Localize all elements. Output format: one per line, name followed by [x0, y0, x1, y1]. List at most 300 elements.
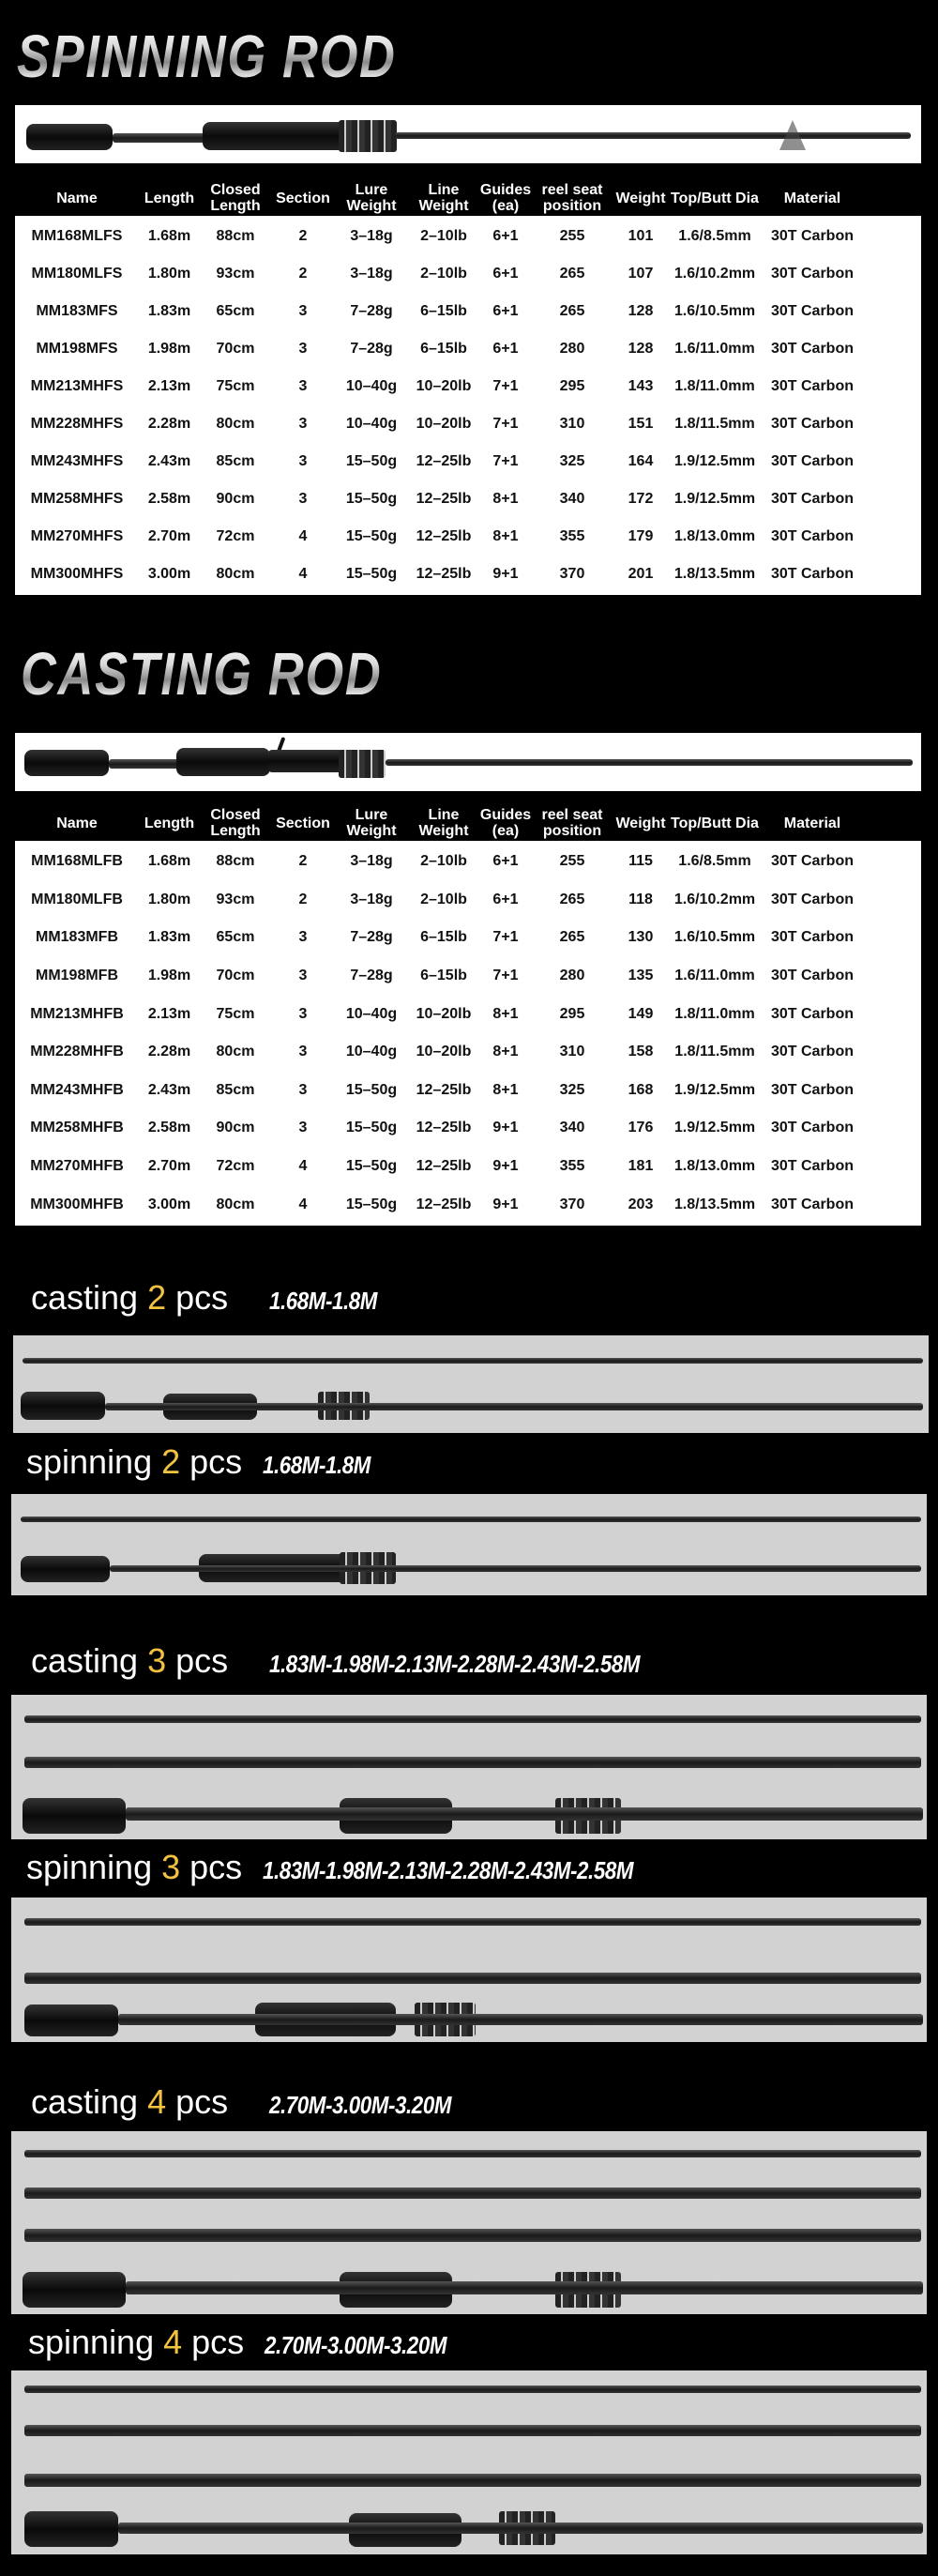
table-cell: 2.70m	[147, 528, 191, 544]
rod-tip-section	[23, 1358, 923, 1364]
table-cell: MM300MHFB	[30, 1196, 124, 1212]
table-cell: 7+1	[492, 929, 519, 946]
table-cell: 93cm	[216, 891, 255, 907]
table-cell: 12–25lb	[416, 491, 472, 507]
casting-2pcs-photo	[13, 1335, 929, 1433]
table-cell: 85cm	[216, 1081, 255, 1098]
length-range: 1.68M-1.8M	[263, 1451, 371, 1479]
table-cell: 2.13m	[147, 378, 191, 394]
table-cell: 1.98m	[147, 968, 191, 984]
table-cell: 1.6/10.5mm	[673, 929, 756, 946]
length-range: 1.83M-1.98M-2.13M-2.28M-2.43M-2.58M	[269, 1650, 641, 1678]
reel-seat	[339, 750, 386, 778]
rod-type: spinning	[28, 2323, 155, 2361]
table-cell: 340	[559, 491, 585, 507]
table-cell: MM270MHFS	[30, 528, 124, 544]
table-cell: 75cm	[216, 1005, 255, 1022]
table-cell: 12–25lb	[416, 1158, 472, 1175]
table-cell: 3.00m	[147, 566, 191, 582]
pcs-section-title	[31, 1278, 395, 1317]
table-cell: 15–50g	[345, 1158, 398, 1175]
table-cell: MM198MFB	[35, 968, 118, 984]
table-cell: 1.8/11.0mm	[674, 1005, 755, 1022]
table-cell: 30T Carbon	[770, 1044, 854, 1060]
table-cell: 130	[628, 929, 654, 946]
table-cell: MM300MHFS	[30, 566, 124, 582]
table-cell: 310	[559, 1044, 585, 1060]
table-cell: 6–15lb	[420, 929, 467, 946]
table-cell: 355	[559, 528, 585, 544]
table-cell: 370	[559, 566, 585, 582]
casting-rod-photo	[15, 733, 921, 791]
table-cell: 2.43m	[147, 453, 191, 469]
table-cell: 88cm	[216, 228, 255, 244]
table-cell: 1.9/12.5mm	[673, 453, 756, 469]
table-cell: 7–28g	[350, 968, 393, 984]
table-cell: 179	[628, 528, 654, 544]
table-cell: 2–10lb	[420, 853, 467, 870]
table-cell: 181	[628, 1158, 654, 1175]
header-lure-weight: Lure Weight	[346, 182, 397, 214]
header-length: Length	[144, 190, 195, 206]
table-cell: 70cm	[216, 341, 255, 357]
table-cell: 3	[298, 929, 308, 946]
table-cell: 75cm	[216, 378, 255, 394]
table-cell: 3	[298, 1081, 308, 1098]
table-cell: MM228MHFB	[30, 1044, 124, 1060]
table-cell: 2–10lb	[420, 266, 467, 282]
header-reel-seat-position: reel seat position	[541, 807, 603, 839]
rod-butt-section	[126, 1807, 923, 1821]
table-cell: 7+1	[492, 416, 519, 432]
header-closed-length: Closed Length	[210, 182, 261, 214]
rod-type: spinning	[26, 1442, 153, 1481]
table-cell: 6+1	[492, 266, 519, 282]
table-cell: MM243MHFS	[30, 453, 124, 469]
table-row	[15, 843, 921, 881]
length-range: 1.68M-1.8M	[269, 1287, 378, 1315]
table-cell: 4	[298, 1196, 308, 1212]
table-cell: 1.9/12.5mm	[673, 1120, 756, 1136]
rod-section-3	[24, 2229, 921, 2242]
table-cell: 30T Carbon	[770, 1005, 854, 1022]
table-cell: 6+1	[492, 228, 519, 244]
piece-count: 3	[161, 1848, 181, 1886]
table-cell: MM180MLFS	[31, 266, 123, 282]
table-row	[15, 1148, 921, 1186]
table-row	[15, 995, 921, 1033]
table-cell: 30T Carbon	[770, 891, 854, 907]
table-cell: 10–40g	[345, 416, 398, 432]
piece-count: 4	[147, 2082, 167, 2121]
rod-blank	[386, 759, 913, 766]
header-guides: Guides (ea)	[479, 182, 532, 214]
table-cell: 1.68m	[147, 228, 191, 244]
table-cell: 101	[628, 228, 654, 244]
table-cell: 107	[628, 266, 654, 282]
table-cell: 90cm	[216, 1120, 255, 1136]
pcs-section-title	[26, 1848, 694, 1886]
table-cell: 3	[298, 1120, 308, 1136]
table-row	[15, 368, 921, 405]
rod-type: spinning	[26, 1848, 153, 1886]
piece-count: 2	[147, 1278, 167, 1317]
table-row	[15, 218, 921, 255]
table-cell: 3–18g	[350, 891, 393, 907]
table-row	[15, 919, 921, 957]
rod-butt-section	[118, 2523, 923, 2534]
table-cell: 118	[628, 891, 653, 907]
table-cell: 3	[298, 1005, 308, 1022]
table-cell: 3	[298, 968, 308, 984]
table-cell: 164	[628, 453, 654, 469]
table-cell: 3	[298, 416, 308, 432]
reel-seat	[339, 120, 397, 152]
table-cell: 6–15lb	[420, 303, 467, 319]
table-row	[15, 518, 921, 556]
table-cell: 325	[559, 1081, 585, 1098]
table-cell: 30T Carbon	[770, 566, 854, 582]
table-cell: 2	[298, 853, 308, 870]
table-cell: 7–28g	[350, 303, 393, 319]
table-row	[15, 1033, 921, 1072]
table-cell: 6–15lb	[420, 341, 467, 357]
table-cell: 12–25lb	[416, 528, 472, 544]
table-cell: 90cm	[216, 491, 255, 507]
table-cell: 1.6/11.0mm	[674, 968, 755, 984]
table-cell: MM183MFB	[35, 929, 118, 946]
table-cell: 2.28m	[147, 1044, 191, 1060]
table-cell: 30T Carbon	[770, 378, 854, 394]
spinning-table-header	[15, 175, 921, 221]
rod-type: casting	[31, 1278, 139, 1317]
table-cell: 151	[628, 416, 654, 432]
rod-butt-section	[110, 1565, 921, 1572]
header-dia: Top/Butt Dia	[671, 815, 759, 831]
table-cell: 30T Carbon	[770, 1158, 854, 1175]
piece-unit: pcs	[175, 1641, 229, 1680]
table-cell: 280	[559, 968, 585, 984]
table-cell: 3–18g	[350, 853, 393, 870]
table-cell: 1.80m	[147, 266, 191, 282]
table-cell: 1.83m	[147, 929, 191, 946]
piece-unit: pcs	[189, 1848, 243, 1886]
table-cell: 8+1	[492, 528, 519, 544]
table-cell: 4	[298, 528, 308, 544]
table-cell: 30T Carbon	[770, 853, 854, 870]
table-row	[15, 957, 921, 996]
rod-tip-section	[24, 1715, 921, 1723]
table-cell: 143	[628, 378, 654, 394]
table-cell: 72cm	[216, 528, 255, 544]
table-row	[15, 443, 921, 480]
rod-butt-section	[118, 2014, 923, 2025]
spinning-4pcs-photo	[11, 2370, 927, 2554]
spinning-rod-photo	[15, 105, 921, 163]
table-cell: 203	[628, 1196, 654, 1212]
rod-fore-grip	[176, 748, 270, 776]
table-cell: 80cm	[216, 1196, 255, 1212]
table-cell: 80cm	[216, 566, 255, 582]
table-cell: 30T Carbon	[770, 341, 854, 357]
casting-spec-table	[15, 841, 921, 1226]
rod-tip-section	[24, 1918, 921, 1926]
table-cell: 1.8/11.5mm	[674, 416, 755, 432]
table-cell: 3–18g	[350, 266, 393, 282]
table-cell: 7+1	[492, 968, 519, 984]
header-section: Section	[276, 815, 330, 831]
table-cell: 2.70m	[147, 1158, 191, 1175]
table-cell: 3	[298, 303, 308, 319]
table-cell: 3	[298, 491, 308, 507]
table-cell: 2–10lb	[420, 891, 467, 907]
table-cell: 12–25lb	[416, 453, 472, 469]
table-cell: 135	[628, 968, 654, 984]
table-cell: 1.8/11.5mm	[674, 1044, 755, 1060]
table-cell: 30T Carbon	[770, 266, 854, 282]
table-cell: 1.8/13.0mm	[673, 1158, 756, 1175]
table-cell: 6+1	[492, 341, 519, 357]
header-lure-weight: Lure Weight	[346, 807, 397, 839]
table-cell: 10–20lb	[416, 1005, 472, 1022]
table-cell: 30T Carbon	[770, 453, 854, 469]
table-cell: 295	[559, 1005, 585, 1022]
table-cell: 12–25lb	[416, 566, 472, 582]
table-cell: 15–50g	[345, 1196, 398, 1212]
table-cell: 6+1	[492, 891, 519, 907]
header-weight: Weight	[615, 190, 666, 206]
table-cell: 8+1	[492, 1044, 519, 1060]
table-cell: 8+1	[492, 1081, 519, 1098]
table-cell: MM258MHFB	[30, 1120, 124, 1136]
table-cell: 1.80m	[147, 891, 191, 907]
table-cell: 2.58m	[147, 1120, 191, 1136]
spinning-3pcs-photo	[11, 1898, 927, 2042]
casting-table-header	[15, 800, 921, 846]
table-cell: MM213MHFS	[30, 378, 124, 394]
table-cell: 12–25lb	[416, 1120, 472, 1136]
header-name: Name	[56, 815, 98, 831]
table-cell: MM198MFS	[36, 341, 118, 357]
table-cell: 355	[559, 1158, 585, 1175]
table-cell: 370	[559, 1196, 585, 1212]
table-cell: 10–20lb	[416, 378, 472, 394]
piece-unit: pcs	[175, 1278, 229, 1317]
rod-butt-grip	[21, 1556, 110, 1582]
table-row	[15, 255, 921, 293]
rod-section-3	[24, 2474, 921, 2487]
table-cell: 85cm	[216, 453, 255, 469]
table-cell: 10–40g	[345, 378, 398, 394]
table-cell: 265	[559, 891, 585, 907]
table-cell: 176	[628, 1120, 654, 1136]
table-cell: MM168MLFB	[31, 853, 123, 870]
table-cell: 30T Carbon	[770, 1196, 854, 1212]
table-cell: 1.9/12.5mm	[673, 491, 756, 507]
table-cell: 65cm	[216, 303, 255, 319]
table-cell: 6+1	[492, 853, 519, 870]
header-dia: Top/Butt Dia	[671, 190, 759, 206]
table-cell: 9+1	[492, 1120, 519, 1136]
spinning-2pcs-photo	[11, 1494, 927, 1595]
table-cell: 15–50g	[345, 528, 398, 544]
table-cell: 6–15lb	[420, 968, 467, 984]
table-cell: 149	[628, 1005, 654, 1022]
table-cell: 1.6/8.5mm	[678, 853, 751, 870]
rod-handle	[268, 750, 343, 772]
table-row	[15, 556, 921, 593]
table-cell: 172	[628, 491, 654, 507]
rod-butt-grip	[23, 1798, 126, 1834]
pcs-section-title	[28, 2325, 477, 2359]
table-cell: MM183MFS	[36, 303, 118, 319]
rod-tip-section	[24, 2385, 921, 2393]
table-row	[15, 1072, 921, 1110]
pcs-section-title	[31, 2082, 481, 2121]
table-cell: 30T Carbon	[770, 416, 854, 432]
table-cell: 72cm	[216, 1158, 255, 1175]
rod-blank	[109, 759, 184, 769]
table-cell: 3–18g	[350, 228, 393, 244]
table-cell: 3	[298, 453, 308, 469]
table-cell: 1.8/13.0mm	[673, 528, 756, 544]
table-cell: 2	[298, 891, 308, 907]
table-cell: 12–25lb	[416, 1081, 472, 1098]
table-cell: 80cm	[216, 416, 255, 432]
rod-section-2	[24, 2187, 921, 2199]
table-cell: 65cm	[216, 929, 255, 946]
rod-butt-grip	[24, 750, 109, 776]
spinning-spec-table	[15, 216, 921, 595]
table-cell: 325	[559, 453, 585, 469]
table-cell: 265	[559, 303, 585, 319]
length-range: 2.70M-3.00M-3.20M	[269, 2091, 452, 2119]
rod-mid-section	[24, 1757, 921, 1768]
header-line-weight: Line Weight	[418, 807, 469, 839]
table-cell: 1.83m	[147, 303, 191, 319]
table-cell: 30T Carbon	[770, 1120, 854, 1136]
table-cell: 2	[298, 228, 308, 244]
table-cell: 4	[298, 566, 308, 582]
rod-butt-grip	[26, 124, 113, 150]
rod-butt-section	[126, 2281, 923, 2294]
rod-type: casting	[31, 2082, 139, 2121]
table-cell: 88cm	[216, 853, 255, 870]
rod-butt-section	[105, 1403, 923, 1410]
table-cell: MM228MHFS	[30, 416, 124, 432]
rod-tip-section	[24, 2150, 921, 2157]
table-row	[15, 1185, 921, 1224]
header-weight: Weight	[615, 815, 666, 831]
rod-butt-grip	[23, 2272, 126, 2308]
piece-unit: pcs	[191, 2323, 245, 2361]
table-cell: 2.43m	[147, 1081, 191, 1098]
table-cell: 30T Carbon	[770, 228, 854, 244]
casting-3pcs-photo	[11, 1695, 927, 1839]
table-cell: 3.00m	[147, 1196, 191, 1212]
rod-butt-grip	[21, 1392, 105, 1420]
table-cell: 1.6/10.2mm	[673, 266, 756, 282]
table-cell: 1.6/10.5mm	[673, 303, 756, 319]
table-cell: 12–25lb	[416, 1196, 472, 1212]
table-cell: MM258MHFS	[30, 491, 124, 507]
table-cell: 70cm	[216, 968, 255, 984]
table-cell: 7–28g	[350, 341, 393, 357]
rod-blank	[113, 133, 216, 143]
header-material: Material	[783, 815, 841, 831]
header-name: Name	[56, 190, 98, 206]
rod-section-2	[24, 2425, 921, 2436]
table-cell: 295	[559, 378, 585, 394]
table-cell: 1.8/13.5mm	[673, 566, 756, 582]
table-cell: 2–10lb	[420, 228, 467, 244]
table-cell: 340	[559, 1120, 585, 1136]
piece-count: 4	[163, 2323, 183, 2361]
table-cell: 8+1	[492, 491, 519, 507]
header-closed-length: Closed Length	[210, 807, 261, 839]
table-cell: 15–50g	[345, 491, 398, 507]
table-cell: 15–50g	[345, 566, 398, 582]
header-reel-seat-position: reel seat position	[541, 182, 603, 214]
table-cell: 30T Carbon	[770, 528, 854, 544]
table-row	[15, 881, 921, 920]
table-cell: 2.28m	[147, 416, 191, 432]
table-cell: 4	[298, 1158, 308, 1175]
guide-icon	[779, 120, 806, 150]
table-cell: 3	[298, 341, 308, 357]
piece-unit: pcs	[175, 2082, 229, 2121]
rod-tip-section	[21, 1517, 921, 1522]
rod-butt-grip	[24, 2004, 118, 2036]
table-cell: 7+1	[492, 453, 519, 469]
table-cell: 10–40g	[345, 1044, 398, 1060]
table-cell: 1.6/10.2mm	[673, 891, 756, 907]
table-row	[15, 330, 921, 368]
pcs-section-title	[31, 1641, 701, 1680]
table-cell: 1.8/13.5mm	[673, 1196, 756, 1212]
table-cell: 128	[628, 341, 654, 357]
table-cell: 10–20lb	[416, 1044, 472, 1060]
table-row	[15, 1109, 921, 1148]
table-cell: 30T Carbon	[770, 1081, 854, 1098]
table-cell: MM270MHFB	[30, 1158, 124, 1175]
header-length: Length	[144, 815, 195, 831]
table-cell: 158	[628, 1044, 654, 1060]
table-cell: 93cm	[216, 266, 255, 282]
table-cell: 30T Carbon	[770, 968, 854, 984]
header-line-weight: Line Weight	[418, 182, 469, 214]
table-cell: 3	[298, 378, 308, 394]
table-cell: MM180MLFB	[31, 891, 123, 907]
header-material: Material	[783, 190, 841, 206]
rod-butt-grip	[24, 2511, 118, 2547]
table-cell: 30T Carbon	[770, 491, 854, 507]
table-cell: 1.6/8.5mm	[678, 228, 751, 244]
table-row	[15, 293, 921, 330]
table-cell: 265	[559, 929, 585, 946]
table-cell: 115	[628, 853, 653, 870]
table-cell: 280	[559, 341, 585, 357]
table-cell: 15–50g	[345, 1120, 398, 1136]
table-cell: 2.58m	[147, 491, 191, 507]
piece-count: 2	[161, 1442, 181, 1481]
rod-blank	[395, 132, 911, 139]
table-cell: 15–50g	[345, 1081, 398, 1098]
table-cell: 1.98m	[147, 341, 191, 357]
table-cell: 1.8/11.0mm	[674, 378, 755, 394]
table-cell: 1.6/11.0mm	[674, 341, 755, 357]
piece-unit: pcs	[189, 1442, 243, 1481]
